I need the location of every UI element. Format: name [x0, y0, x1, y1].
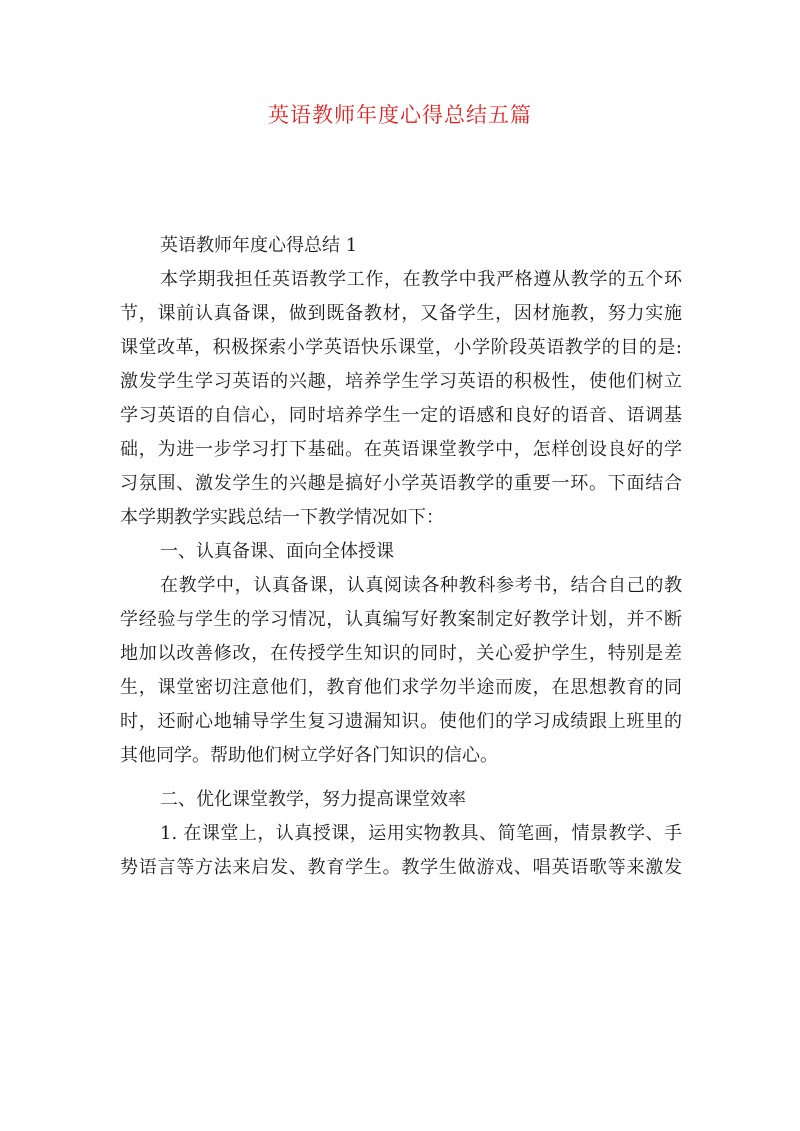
text-line: 势语言等方法来启发、教育学生。教学生做游戏、唱英语歌等来激发 [120, 857, 682, 878]
text-line: 激发学生学习英语的兴趣，培养学生学习英语的积极性，使他们树立 [120, 371, 682, 392]
document-body [120, 229, 682, 885]
text-line: 其他同学。帮助他们树立学好各门知识的信心。 [120, 745, 498, 766]
text-line: 在教学中，认真备课，认真阅读各种教科参考书，结合自己的教 [160, 575, 682, 596]
text-line: 课堂改革，积极探索小学英语快乐课堂，小学阶段英语教学的目的是: [120, 337, 682, 358]
text-line: 二、优化课堂教学，努力提高课堂效率 [160, 789, 466, 810]
text-line: 英语教师年度心得总结 1 [160, 235, 358, 256]
text-line: 学经验与学生的学习情况，认真编写好教案制定好教学计划，并不断 [120, 609, 682, 630]
text-line: 学习英语的自信心，同时培养学生一定的语感和良好的语音、语调基 [120, 405, 682, 426]
text-line: 节，课前认真备课，做到既备教材，又备学生，因材施教，努力实施 [120, 303, 682, 324]
document-title: 英语教师年度心得总结五篇 [268, 103, 532, 127]
text-line: 本学期我担任英语教学工作，在教学中我严格遵从教学的五个环 [160, 269, 682, 290]
text-line: 一、认真备课、面向全体授课 [160, 541, 394, 562]
text-line: 本学期教学实践总结一下教学情况如下： [120, 507, 444, 528]
text-line: 础，为进一步学习打下基础。在英语课堂教学中，怎样创设良好的学 [120, 439, 682, 460]
text-line: 时，还耐心地辅导学生复习遗漏知识。使他们的学习成绩跟上班里的 [120, 711, 682, 732]
text-line: 地加以改善修改，在传授学生知识的同时，关心爱护学生，特别是差 [120, 643, 682, 664]
text-line: 生，课堂密切注意他们，教育他们求学勿半途而废，在思想教育的同 [120, 677, 682, 698]
text-line: 1. 在课堂上，认真授课，运用实物教具、简笔画，情景教学、手 [160, 823, 682, 844]
text-line: 习氛围、激发学生的兴趣是搞好小学英语教学的重要一环。下面结合 [120, 473, 682, 494]
paragraph-gap [120, 773, 682, 783]
